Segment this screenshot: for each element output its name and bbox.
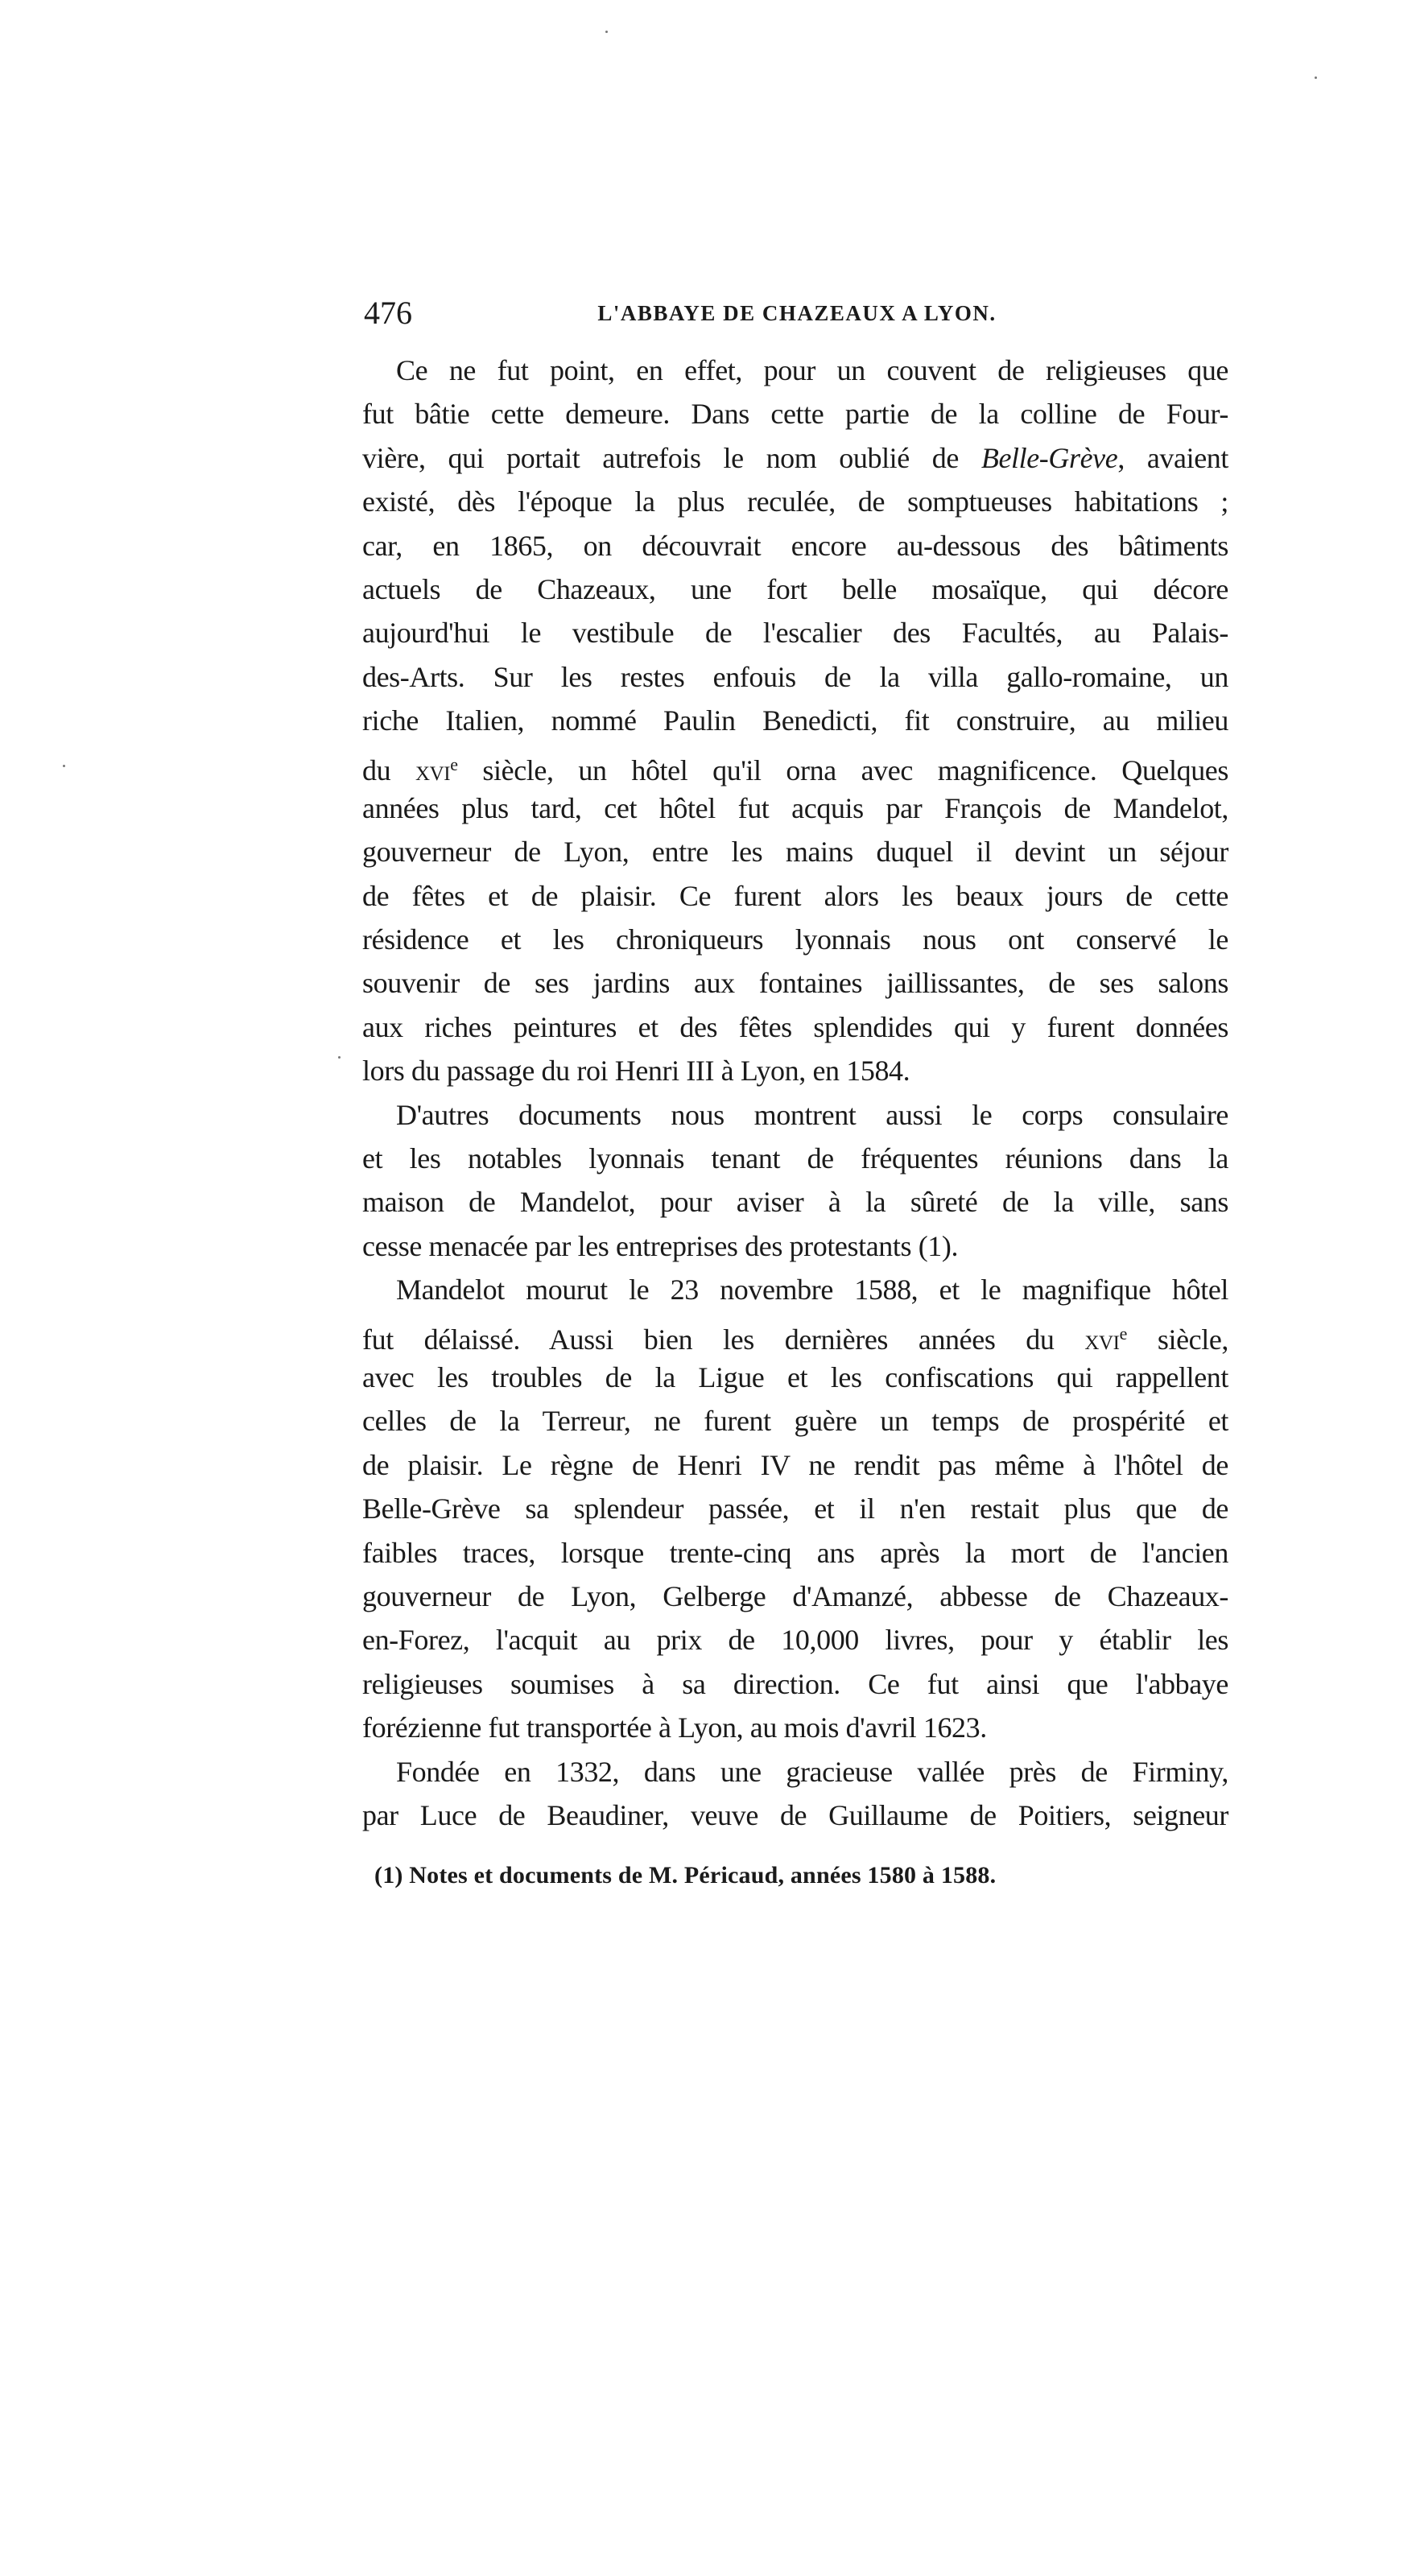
text-line: Mandelot mourut le 23 novembre 1588, et le magnifique hôtel xyxy=(396,1274,1228,1307)
text-line: riche Italien, nommé Paulin Benedicti, fit construire, au milieu xyxy=(362,704,1228,737)
italic-place-name: Belle-Grève xyxy=(980,441,1118,474)
text-line: Fondée en 1332, dans une gracieuse vallée près de Firminy, xyxy=(396,1755,1228,1788)
text-segment: du xyxy=(362,753,415,786)
text-line: gouverneur de Lyon, Gelberge d'Amanzé, abbesse de Chazeaux- xyxy=(362,1579,1228,1612)
scan-speck xyxy=(1315,76,1317,79)
text-line: faibles traces, lorsque trente-cinq ans après la mort de l'ancien xyxy=(362,1536,1228,1569)
text-segment: vière, qui portait autrefois le nom oublié de xyxy=(362,441,981,474)
text-line: cesse menacée par les entreprises des protestants (1). xyxy=(362,1229,959,1262)
text-line: avec les troubles de la Ligue et les confiscations qui rappellent xyxy=(362,1360,1228,1393)
running-title: L'ABBAYE DE CHAZEAUX A LYON. xyxy=(597,301,997,325)
text-line xyxy=(362,1312,1228,1356)
text-segment: siècle, un hôtel qu'il orna avec magnificence. Quelques xyxy=(457,753,1228,786)
text-line: lors du passage du roi Henri III à Lyon, en 1584. xyxy=(362,1055,910,1088)
text-line: par Luce de Beaudiner, veuve de Guillaume de Poitiers, seigneur xyxy=(362,1798,1228,1831)
text-line: forézienne fut transportée à Lyon, au mois d'avril 1623. xyxy=(362,1711,987,1744)
page-number: 476 xyxy=(364,295,412,331)
text-line: existé, dès l'époque la plus reculée, de somptueuses habitations ; xyxy=(362,485,1228,518)
text-line: aux riches peintures et des fêtes splendides qui y furent données xyxy=(362,1010,1228,1043)
text-line: de plaisir. Le règne de Henri IV ne rendit pas même à l'hôtel de xyxy=(362,1448,1228,1481)
text-segment: fut délaissé. Aussi bien les dernières années du xyxy=(362,1323,1085,1356)
text-line xyxy=(362,743,1228,786)
footnote: (1) Notes et documents de M. Péricaud, années 1580 à 1588. xyxy=(374,1862,997,1889)
scan-speck xyxy=(338,1056,341,1059)
text-line: aujourd'hui le vestibule de l'escalier des Facultés, au Palais- xyxy=(362,617,1228,650)
superscript: e xyxy=(450,753,458,774)
text-line: et les notables lyonnais tenant de fréquentes réunions dans la xyxy=(362,1142,1228,1175)
text-line: des-Arts. Sur les restes enfouis de la villa gallo-romaine, un xyxy=(362,660,1228,693)
text-line: maison de Mandelot, pour aviser à la sûreté de la ville, sans xyxy=(362,1186,1228,1219)
body-text xyxy=(362,349,1228,1837)
scan-speck xyxy=(605,31,608,33)
text-line: de fêtes et de plaisir. Ce furent alors les beaux jours de cette xyxy=(362,879,1228,912)
text-line: D'autres documents nous montrent aussi le corps consulaire xyxy=(396,1098,1228,1131)
text-line: celles de la Terreur, ne furent guère un temps de prospérité et xyxy=(362,1405,1228,1438)
text-line: résidence et les chroniqueurs lyonnais nous ont conservé le xyxy=(362,923,1228,956)
superscript: e xyxy=(1119,1323,1127,1344)
century-numeral: xvi xyxy=(415,753,451,786)
text-line: Belle-Grève sa splendeur passée, et il n'en restait plus que de xyxy=(362,1492,1228,1525)
text-segment: , avaient xyxy=(1117,441,1228,474)
scan-speck xyxy=(63,765,65,767)
text-line: souvenir de ses jardins aux fontaines jaillissantes, de ses salons xyxy=(362,967,1228,1000)
text-line: années plus tard, cet hôtel fut acquis par François de Mandelot, xyxy=(362,791,1228,824)
text-segment: siècle, xyxy=(1126,1323,1229,1356)
text-line: gouverneur de Lyon, entre les mains duquel il devint un séjour xyxy=(362,836,1228,869)
text-line xyxy=(362,436,1228,480)
century-numeral: xvi xyxy=(1084,1323,1120,1356)
text-line: fut bâtie cette demeure. Dans cette partie de la colline de Four- xyxy=(362,398,1228,431)
text-line: religieuses soumises à sa direction. Ce fut ainsi que l'abbaye xyxy=(362,1667,1228,1700)
text-line: en-Forez, l'acquit au prix de 10,000 livres, pour y établir les xyxy=(362,1624,1228,1657)
text-line: Ce ne fut point, en effet, pour un couvent de religieuses que xyxy=(396,354,1228,386)
text-line: actuels de Chazeaux, une fort belle mosaïque, qui décore xyxy=(362,572,1228,605)
text-line: car, en 1865, on découvrait encore au-dessous des bâtiments xyxy=(362,529,1228,562)
